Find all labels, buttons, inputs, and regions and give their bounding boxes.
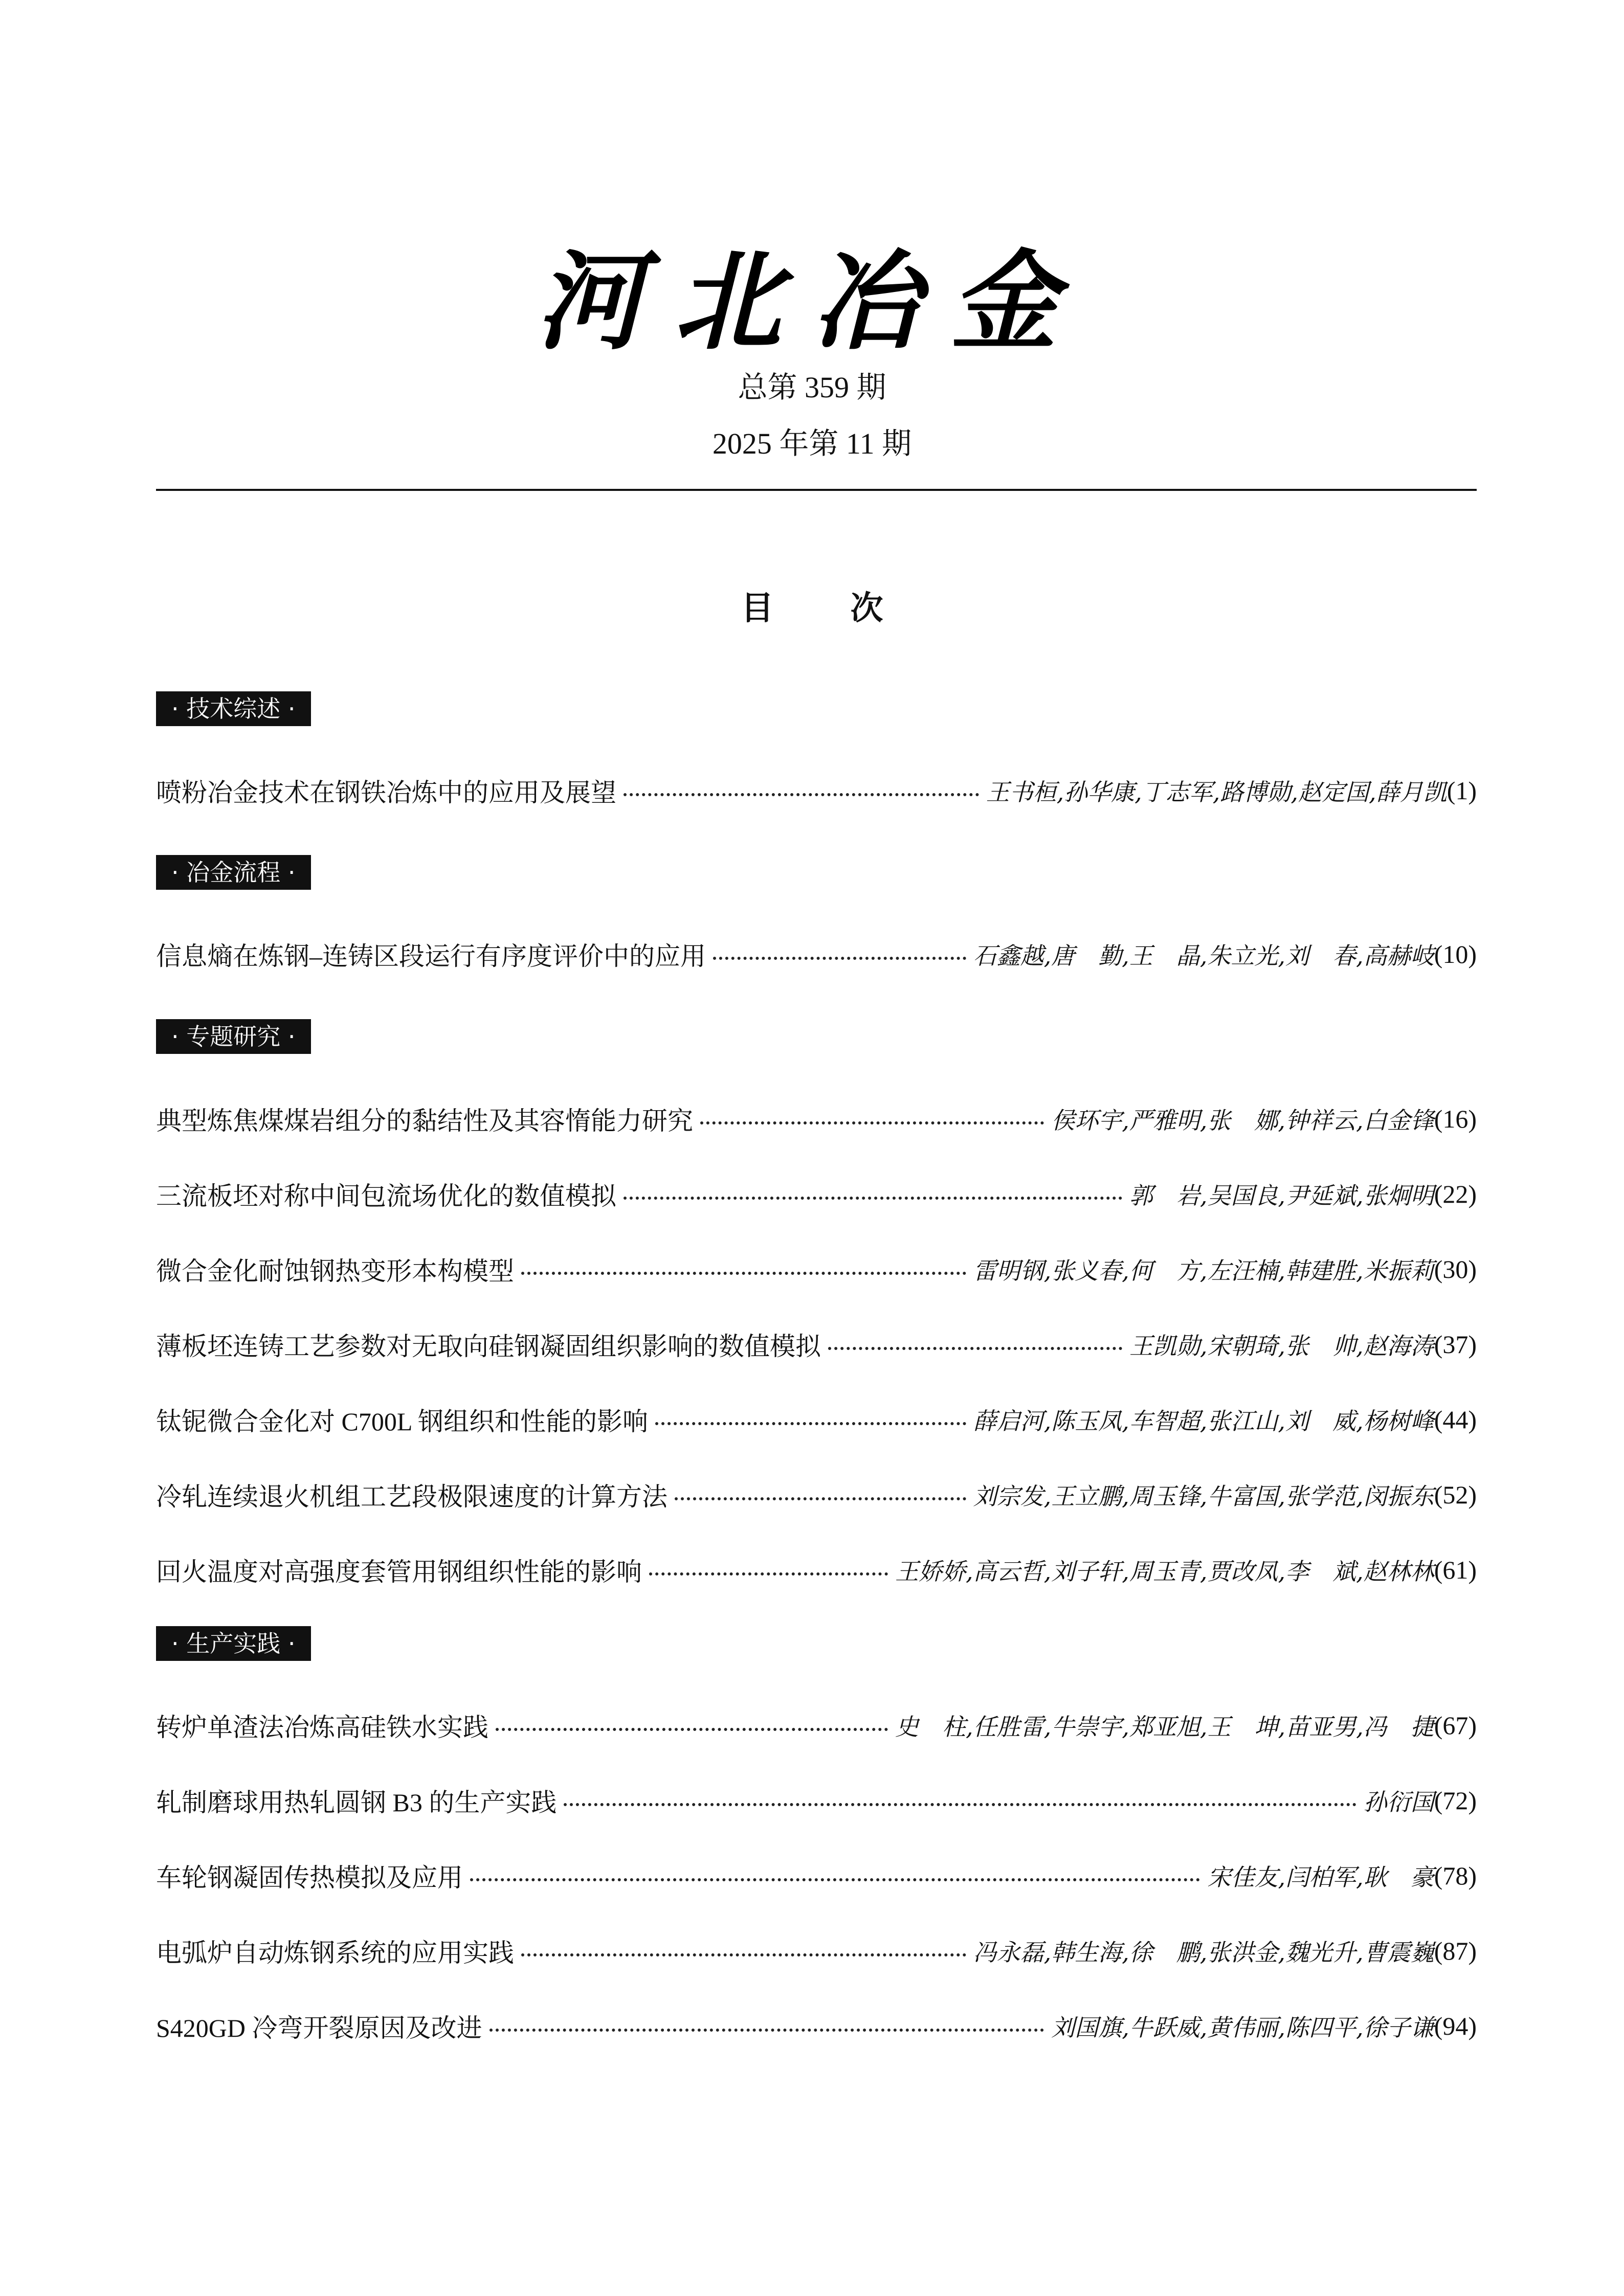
toc-entry[interactable] <box>156 1930 1477 1971</box>
dot-leader <box>713 957 966 960</box>
article-title[interactable]: 回火温度对高强度套管用钢组织性能的影响 <box>156 1558 642 1586</box>
article-authors: 史 柱,任胜雷,牛崇宇,郑亚旭,王 坤,苗亚男,冯 捷 <box>895 1713 1434 1741</box>
total-issue-number: 总第 359 期 <box>738 371 886 404</box>
article-authors: 王书桓,孙华康,丁志军,路博勋,赵定国,薛月凯 <box>986 778 1447 806</box>
article-page: (87) <box>1434 1937 1477 1965</box>
article-authors: 王娇娇,高云哲,刘子轩,周玉青,贾改凤,李 斌,赵林林 <box>895 1558 1434 1585</box>
article-title[interactable]: 三流板坯对称中间包流场优化的数值模拟 <box>156 1182 616 1210</box>
dot-leader <box>490 2029 1044 2032</box>
toc-entry[interactable] <box>156 770 1477 811</box>
toc-heading: 目次 <box>741 590 960 627</box>
article-authors: 郭 岩,吴国良,尹延斌,张炯明 <box>1129 1182 1434 1209</box>
header-divider <box>156 489 1477 491</box>
toc-entry[interactable] <box>156 1474 1477 1515</box>
toc-entry[interactable] <box>156 1855 1477 1896</box>
dot-leader <box>675 1497 966 1500</box>
article-title[interactable]: 微合金化耐蚀钢热变形本构模型 <box>156 1257 514 1286</box>
toc-entry[interactable] <box>156 1549 1477 1590</box>
article-title[interactable]: 轧制磨球用热轧圆钢 B3 的生产实践 <box>156 1788 557 1817</box>
article-authors: 刘国旗,牛跃威,黄伟丽,陈四平,徐子谦 <box>1051 2014 1434 2041</box>
article-page: (44) <box>1434 1405 1477 1434</box>
article-page: (37) <box>1434 1330 1477 1359</box>
dot-leader <box>624 1197 1122 1200</box>
article-authors: 石鑫越,唐 勤,王 晶,朱立光,刘 春,高赫岐 <box>973 942 1434 970</box>
dot-leader <box>655 1422 966 1425</box>
article-page: (1) <box>1447 776 1477 805</box>
section-tag: · 专题研究 · <box>156 1019 311 1054</box>
article-authors: 雷明钢,张义春,何 方,左汪楠,韩建胜,米振莉 <box>973 1257 1434 1285</box>
article-page: (94) <box>1434 2012 1477 2040</box>
article-title[interactable]: 冷轧连续退火机组工艺段极限速度的计算方法 <box>156 1482 668 1511</box>
article-authors: 宋佳友,闫柏军,耿 豪 <box>1207 1863 1434 1891</box>
article-title[interactable]: 转炉单渣法冶炼高硅铁水实践 <box>156 1713 488 1742</box>
toc-entry[interactable] <box>156 1098 1477 1139</box>
article-authors: 孙衍国 <box>1363 1788 1434 1816</box>
section-tag: · 生产实践 · <box>156 1626 311 1661</box>
dot-leader <box>470 1878 1200 1881</box>
article-page: (67) <box>1434 1711 1477 1740</box>
article-authors: 薛启河,陈玉凤,车智超,张江山,刘 威,杨树峰 <box>973 1407 1434 1435</box>
toc-entry[interactable] <box>156 1780 1477 1821</box>
article-title[interactable]: 钛铌微合金化对 C700L 钢组织和性能的影响 <box>156 1407 649 1436</box>
article-title[interactable]: 典型炼焦煤煤岩组分的黏结性及其容惰能力研究 <box>156 1107 693 1135</box>
section-tag: · 技术综述 · <box>156 691 311 726</box>
dot-leader <box>828 1347 1122 1350</box>
toc-entry[interactable] <box>156 1249 1477 1290</box>
year-issue-number: 2025 年第 11 期 <box>712 427 912 460</box>
dot-leader <box>649 1572 888 1575</box>
toc-entry[interactable] <box>156 1324 1477 1365</box>
dot-leader <box>496 1728 888 1731</box>
dot-leader <box>700 1121 1044 1124</box>
article-title[interactable]: 电弧炉自动炼钢系统的应用实践 <box>156 1939 514 1967</box>
article-title[interactable]: 车轮钢凝固传热模拟及应用 <box>156 1863 463 1892</box>
article-authors: 刘宗发,王立鹏,周玉锋,牛富国,张学范,闵振东 <box>973 1482 1434 1510</box>
article-authors: 冯永磊,韩生海,徐 鹏,张洪金,魏光升,曹震巍 <box>973 1939 1434 1966</box>
article-page: (72) <box>1434 1786 1477 1815</box>
article-title[interactable]: 喷粉冶金技术在钢铁冶炼中的应用及展望 <box>156 778 616 807</box>
article-authors: 王凯勋,宋朝琦,张 帅,赵海涛 <box>1129 1332 1434 1360</box>
article-page: (16) <box>1434 1105 1477 1133</box>
article-title[interactable]: 薄板坯连铸工艺参数对无取向硅钢凝固组织影响的数值模拟 <box>156 1332 821 1361</box>
article-title[interactable]: S420GD 冷弯开裂原因及改进 <box>156 2014 482 2042</box>
article-page: (52) <box>1434 1480 1477 1509</box>
dot-leader <box>624 793 979 796</box>
dot-leader <box>521 1953 966 1956</box>
article-page: (30) <box>1434 1255 1477 1284</box>
toc-entry[interactable] <box>156 2006 1477 2046</box>
article-title[interactable]: 信息熵在炼钢–连铸区段运行有序度评价中的应用 <box>156 942 706 971</box>
dot-leader <box>564 1803 1356 1806</box>
article-page: (78) <box>1434 1861 1477 1890</box>
section-tag: · 冶金流程 · <box>156 855 311 890</box>
toc-entry[interactable] <box>156 1705 1477 1746</box>
toc-entry[interactable] <box>156 1174 1477 1214</box>
article-page: (10) <box>1434 940 1477 969</box>
dot-leader <box>521 1272 966 1275</box>
journal-masthead: 河北冶金 <box>536 238 1088 365</box>
toc-entry[interactable] <box>156 1399 1477 1440</box>
toc-entry[interactable] <box>156 934 1477 975</box>
article-page: (61) <box>1434 1556 1477 1584</box>
article-authors: 侯环宇,严雅明,张 娜,钟祥云,白金锋 <box>1051 1107 1434 1134</box>
article-page: (22) <box>1434 1180 1477 1208</box>
